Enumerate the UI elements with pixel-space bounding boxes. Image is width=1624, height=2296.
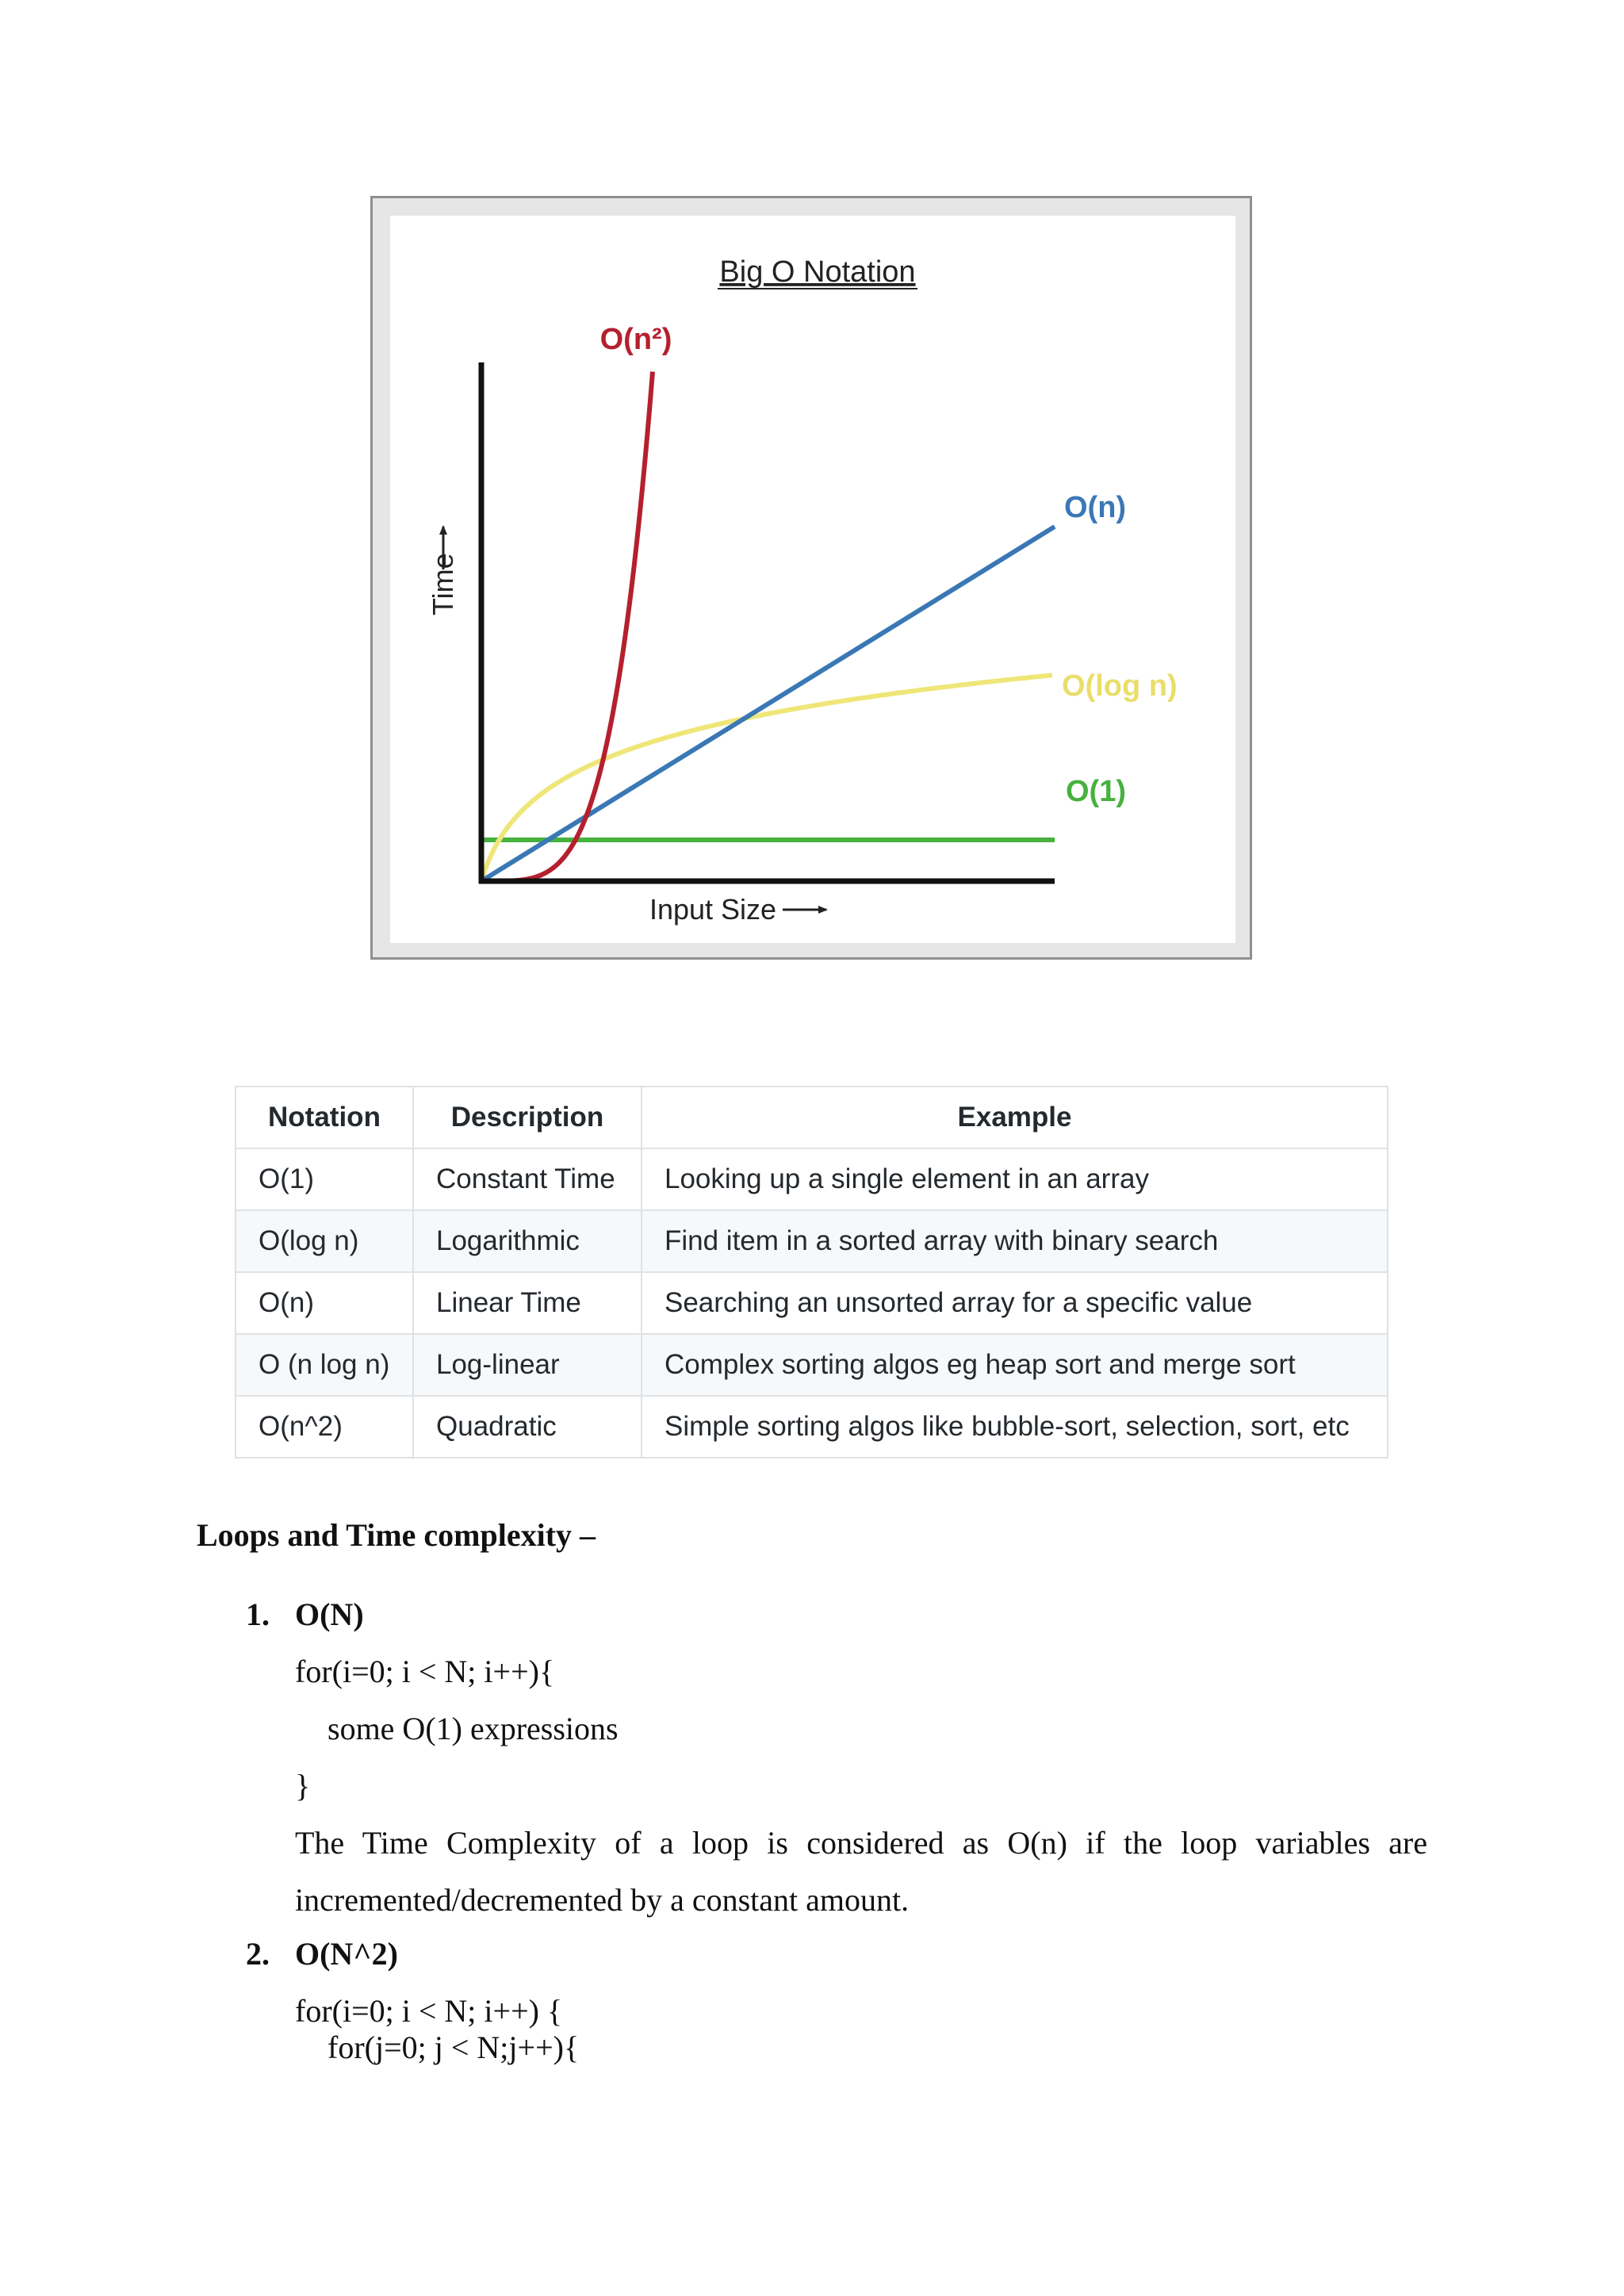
code-line: } bbox=[295, 1768, 311, 1803]
cell-notation: O(1) bbox=[236, 1148, 413, 1210]
cell-example: Looking up a single element in an array bbox=[642, 1148, 1388, 1210]
cell-description: Logarithmic bbox=[413, 1210, 642, 1272]
code-line: for(i=0; i < N; i++) { bbox=[295, 1993, 563, 2029]
table-row bbox=[236, 1272, 1388, 1334]
code-line: some O(1) expressions bbox=[327, 1711, 619, 1746]
cell-example: Find item in a sorted array with binary search bbox=[642, 1210, 1388, 1272]
table-header-row bbox=[236, 1087, 1388, 1148]
x-axis-label: Input Size bbox=[649, 893, 777, 926]
cell-example: Simple sorting algos like bubble-sort, selection, sort, etc bbox=[642, 1396, 1388, 1458]
series-line-o-n bbox=[481, 527, 1055, 881]
cell-notation: O(n^2) bbox=[236, 1396, 413, 1458]
table-row bbox=[236, 1396, 1388, 1458]
list-title-text: O(N^2) bbox=[295, 1936, 398, 1972]
chart-title: Big O Notation bbox=[719, 255, 916, 289]
big-o-table bbox=[235, 1086, 1388, 1458]
code-line: for(j=0; j < N;j++){ bbox=[327, 2030, 580, 2065]
paragraph-line: incremented/decremented by a constant amount. bbox=[295, 1882, 910, 1918]
header-description: Description bbox=[413, 1087, 642, 1148]
series-label-o-1: O(1) bbox=[1066, 775, 1126, 808]
cell-notation: O (n log n) bbox=[236, 1334, 413, 1396]
y-axis-label: Time bbox=[427, 553, 459, 615]
cell-description: Log-linear bbox=[413, 1334, 642, 1396]
table-row bbox=[236, 1148, 1388, 1210]
list-number: 1. bbox=[246, 1596, 270, 1632]
header-notation: Notation bbox=[236, 1087, 413, 1148]
big-o-chart bbox=[390, 216, 1235, 943]
section-heading: Loops and Time complexity – bbox=[197, 1517, 596, 1553]
cell-description: Linear Time bbox=[413, 1272, 642, 1334]
table-row bbox=[236, 1334, 1388, 1396]
cell-description: Constant Time bbox=[413, 1148, 642, 1210]
cell-description: Quadratic bbox=[413, 1396, 642, 1458]
series-label-o-n: O(n) bbox=[1064, 491, 1127, 524]
list-number: 2. bbox=[246, 1936, 270, 1972]
code-line: for(i=0; i < N; i++){ bbox=[295, 1654, 555, 1689]
cell-notation: O(n) bbox=[236, 1272, 413, 1334]
list-item-title bbox=[246, 1935, 398, 1972]
chart-canvas bbox=[390, 216, 1235, 943]
big-o-chart-figure bbox=[370, 196, 1252, 960]
header-example: Example bbox=[642, 1087, 1388, 1148]
cell-example: Searching an unsorted array for a specific value bbox=[642, 1272, 1388, 1334]
series-label-o-n-squared: O(n²) bbox=[599, 323, 672, 356]
list-title-text: O(N) bbox=[295, 1596, 364, 1632]
cell-notation: O(log n) bbox=[236, 1210, 413, 1272]
series-label-o-log-n: O(log n) bbox=[1062, 669, 1178, 703]
paragraph-line: The Time Complexity of a loop is considered as O(n) if the loop variables are bbox=[295, 1825, 1427, 1861]
table-row bbox=[236, 1210, 1388, 1272]
cell-example: Complex sorting algos eg heap sort and merge sort bbox=[642, 1334, 1388, 1396]
series-line-o-n-squared bbox=[481, 372, 653, 881]
list-item-title bbox=[246, 1596, 364, 1633]
